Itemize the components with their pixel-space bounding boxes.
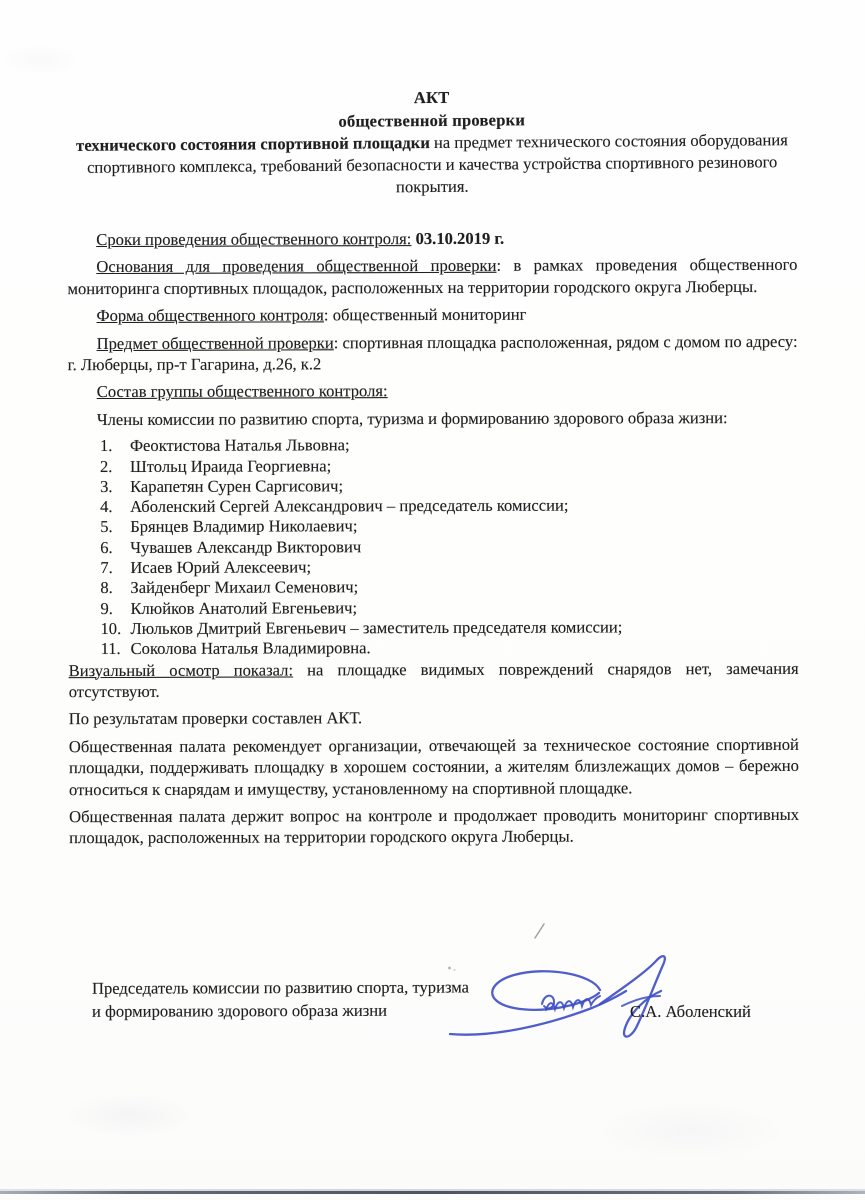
- field-dates: [67, 227, 797, 251]
- field-form-label: Форма общественного контроля: [96, 305, 324, 326]
- recommendation-paragraph: Общественная палата рекомендует организации, отвечающей за техническое состояние спортивной площадки, поддерживать площадку в хорошем состоянии, а жителям близлежащих домов – бережно относиться к снарядам и имуществу, установленному на спортивной площадке.: [68, 734, 799, 799]
- scan-edge-below: [0, 1194, 865, 1200]
- pen-slash-mark: [533, 923, 547, 940]
- inspection-result: По результатам проверки составлен АКТ.: [68, 708, 363, 729]
- title-akt: АКТ: [413, 87, 450, 108]
- field-form: [67, 303, 797, 327]
- field-subject: [68, 330, 798, 375]
- title-subtitle: общественной проверки: [338, 110, 526, 131]
- field-subject-label: Предмет общественной проверки: [96, 332, 334, 353]
- member-item: Люльков Дмитрий Евгеньевич – заместитель председателя комиссии;: [130, 617, 623, 638]
- member-item: Зайденберг Михаил Семенович;: [130, 577, 359, 598]
- title-description: [67, 129, 798, 201]
- member-item: Карапетян Сурен Саргисович;: [130, 476, 344, 496]
- member-item: Соколова Наталья Владимировна.: [130, 638, 371, 659]
- pen-dot-mark: [447, 960, 457, 968]
- field-form-value: : общественный мониторинг: [323, 304, 527, 325]
- document-title: [67, 83, 798, 201]
- member-item: Штольц Ираида Георгиевна;: [129, 455, 332, 476]
- monitoring-paragraph: Общественная палата держит вопрос на контроле и продолжает проводить мониторинг спортивных площадок, расположенных на территории городского округа Люберцы.: [69, 804, 800, 848]
- field-dates-label: Сроки проведения общественного контроля:: [96, 229, 412, 250]
- visual-inspection: [69, 657, 799, 702]
- members-list: [68, 434, 799, 660]
- field-grounds-value: : в рамках проведения общественного мониторинга спортивных площадок, расположенных на территории городского округа Люберцы.: [67, 255, 798, 298]
- field-dates-value: 03.10.2019 г.: [415, 228, 505, 249]
- signature-signer-name: С.А. Аболенский: [630, 1002, 751, 1021]
- field-subject-value: : спортивная площадка расположенная, рядом с домом по адресу: г. Люберцы, пр-т Гагарина, д.26, к.2: [67, 331, 798, 375]
- member-item: Клюйков Анатолий Евгеньевич;: [130, 597, 358, 618]
- member-item: Брянцев Владимир Николаевич;: [130, 516, 358, 537]
- signature-role-line1: Председатель комиссии по развитию спорта, туризма: [91, 977, 470, 998]
- document-content: [67, 85, 799, 855]
- signature-role-line2: и формированию здорового образа жизни: [92, 1000, 388, 1021]
- visual-inspection-value: на площадке видимых повреждений снарядов нет, замечания отсутствуют.: [68, 658, 799, 702]
- visual-inspection-label: Визуальный осмотр показал:: [68, 659, 294, 680]
- field-grounds-label: Основания для проведения общественной проверки: [96, 256, 497, 277]
- field-grounds: [67, 254, 797, 299]
- members-intro: Члены комиссии по развитию спорта, туризма и формированию здорового образа жизни:: [96, 407, 728, 429]
- title-subject-bold: технического состояния спортивной площадки: [76, 133, 430, 155]
- field-group: [68, 379, 798, 403]
- signature-ink: [446, 943, 691, 1045]
- member-item: Феоктистова Наталья Львовна;: [129, 435, 350, 456]
- member-item: Чувашев Александр Викторович: [130, 536, 362, 557]
- member-item: Аболенский Сергей Александрович – председатель комиссии;: [130, 495, 569, 517]
- member-item: Исаев Юрий Алексеевич;: [130, 557, 312, 577]
- title-subject-rest: на предмет технического состояния оборудования спортивного комплекса, требований безопасности и качества устройства спортивного резинового покрытия.: [86, 130, 788, 197]
- field-group-label: Состав группы общественного контроля:: [96, 381, 388, 402]
